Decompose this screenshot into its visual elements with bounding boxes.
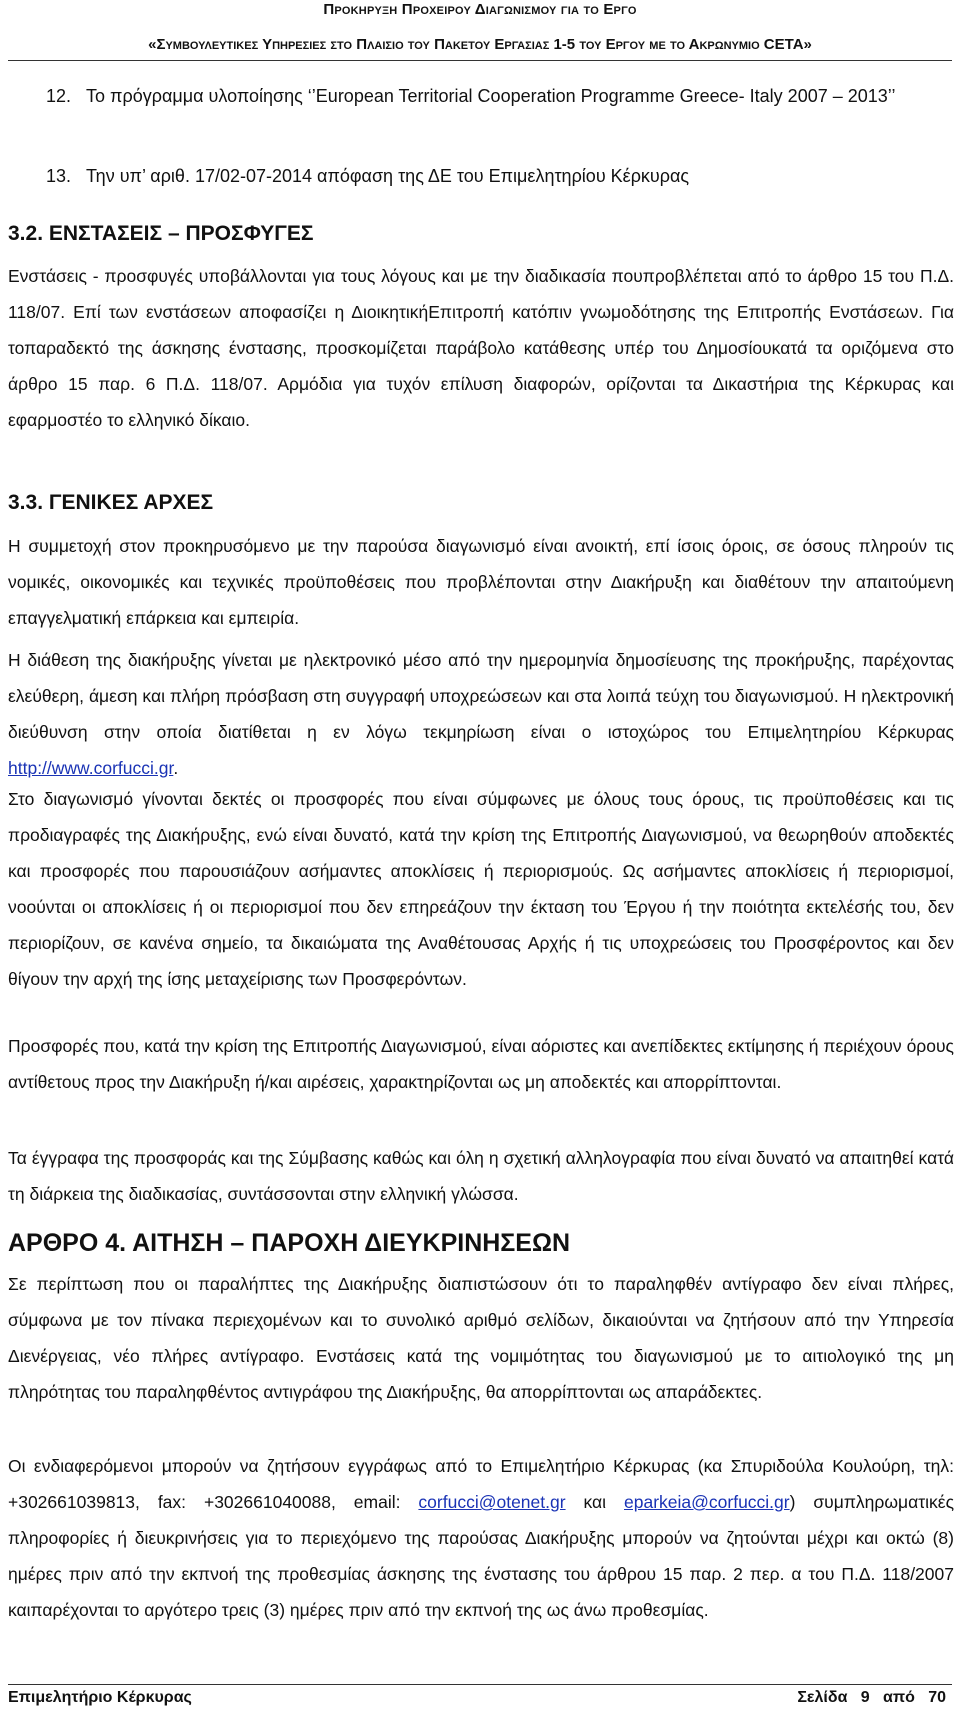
header-title: Προκηρυξη Προχειρου Διαγωνισμου για το Εργο (323, 1, 637, 18)
paragraph-end: . (173, 758, 179, 778)
section-paragraph: Στο διαγωνισμό γίνονται δεκτές οι προσφορές που είναι σύμφωνες με όλους τους όρους, τις προϋποθέσεις και τις προδιαγραφές της Διακήρυξης, ενώ είναι δυνατό, κατά την κρίση της Επιτροπής Διαγωνισμού, να θεωρηθούν αποδεκτές και προσφορές που παρουσιάζουν ασήμαντες αποκλίσεις ή περιορισμούς. Ως ασήμαντες αποκλίσεις ή περιορισμοί, νοούνται οι αποκλίσεις ή οι περιορισμοί που δεν επηρεάζουν την έκταση του Έργου ή την ποιότητα εκτελέσής του, δεν περιορίζουν, σε κανένα σημείο, τα δικαιώματα της Αναθέτουσας Αρχής ή τις υποχρεώσεις του Προσφέροντος και δεν θίγουν την αρχή της ίσης μεταχείρισης των Προσφερόντων. (8, 789, 954, 989)
list-item-text: Την υπ’ αριθ. 17/02-07-2014 απόφαση της ΔΕ του Επιμελητηρίου Κέρκυρας (86, 166, 690, 186)
website-link[interactable]: http://www.corfucci.gr (8, 758, 174, 778)
section-heading-general-principles: 3.3. ΓΕΝΙΚΕΣ ΑΡΧΕΣ (8, 491, 214, 514)
article-paragraph: Σε περίπτωση που οι παραλήπτες της Διακήρυξης διαπιστώσουν ότι το παραληφθέν αντίγραφο δεν είναι πλήρες, σύμφωνα με τον πίνακα περιεχομένων και το συνολικό αριθμό σελίδων, δικαιούνται να ζητήσουν από την Υπηρεσία Διενέργειας, νέο πλήρες αντίγραφο. Ενστάσεις κατά της νομιμότητας του διαγωνισμού με το αιτιολογικό της μη πληρότητας του παραληφθέντος αντιγράφου της Διακήρυξης, θα απορρίπτονται ως απαράδεκτες. (8, 1274, 954, 1402)
page-label: Σελίδα (797, 1689, 848, 1706)
section-paragraph (8, 642, 954, 786)
section-paragraph: Προσφορές που, κατά την κρίση της Επιτροπής Διαγωνισμού, είναι αόριστες και ανεπίδεκτες εκτίμησης ή περιέχουν όρους αντίθετους προς την Διακήρυξη ή/και αιρέσεις, χαρακτηρίζονται ως μη αποδεκτές και απορρίπτονται. (8, 1036, 954, 1092)
list-item (46, 80, 954, 112)
list-item-text: Το πρόγραμμα υλοποίησης ‘’European Territorial Cooperation Programme Greece- Italy 2007 – 2013’’ (86, 86, 896, 106)
paragraph-text: Οι ενδιαφερόμενοι μπορούν να ζητήσουν εγγράφως από το Επιμελητήριο Κέρκυρας (κα Σπυριδούλα Κουλούρη, τηλ: +302661039813, fax: +302661040088, email: (8, 1456, 954, 1512)
list-item-number: 12. (46, 86, 72, 106)
paragraph-text: ) συμπληρωματικές πληροφορίες ή διευκρινήσεις για το περιεχόμενο της παρούσας Διακήρυξης μπορούν να ζητούνται μέχρι και οκτώ (8) ημέρες πριν από την εκπνοή της προθεσμίας άσκησης της ένστασης του άρθρου 15 παρ. 2 περ. α του Π.Δ. 118/2007 καιπαρέχονται το αργότερο τρεις (3) ημέρες πριν από την εκπνοή της ως άνω προθεσμίας. (8, 1492, 954, 1620)
paragraph-text: και (565, 1492, 624, 1512)
section-paragraph: Η συμμετοχή στον προκηρυσόμενο με την παρούσα διαγωνισμό είναι ανοικτή, επί ίσοις όροις, σε όσους πληρούν τις νομικές, οικονομικές και τεχνικές προϋποθέσεις που προβλέπονται στην Διακήρυξη και διαθέτουν την απαιτούμενη επαγγελματική επάρκεια και εμπειρία. (8, 536, 954, 628)
article-paragraph (8, 1448, 954, 1628)
page-number (797, 1689, 946, 1707)
list-item-number: 13. (46, 166, 72, 186)
email-link-eparkeia[interactable]: eparkeia@corfucci.gr (624, 1492, 790, 1512)
page-of-label: από (883, 1689, 915, 1706)
email-link-corfucci[interactable]: corfucci@otenet.gr (418, 1492, 566, 1512)
section-paragraph: Ενστάσεις - προσφυγές υποβάλλονται για τους λόγους και με την διαδικασία πουπροβλέπεται από το άρθρο 15 του Π.Δ. 118/07. Επί των ενστάσεων αποφασίζει η ΔιοικητικήΕπιτροπή κατόπιν γνωμοδότησης της Επιτροπής Ενστάσεων. Για τοπαραδεκτό της άσκησης ένστασης, προσκομίζεται παράβολο κατάθεσης υπέρ του Δημοσίουκατά τα οριζόμενα στο άρθρο 15 παρ. 6 Π.Δ. 118/07. Αρμόδια για τυχόν επίλυση διαφορών, ορίζονται τα Δικαστήρια της Κέρκυρας και εφαρμοστέο το ελληνικό δίκαιο. (8, 266, 954, 430)
header-divider (8, 60, 952, 61)
list-item (46, 160, 689, 192)
section-heading-objections: 3.2. ΕΝΣΤΑΣΕΙΣ – ΠΡΟΣΦΥΓΕΣ (8, 222, 314, 245)
header-subtitle: «Συμβουλευτικες Υπηρεσιες στο Πλαισιο του Πακετου Εργασιας 1-5 του Εργου με το Ακρωνυμιο CETA» (148, 36, 812, 53)
section-paragraph: Τα έγγραφα της προσφοράς και της Σύμβασης καθώς και όλη η σχετική αλληλογραφία που είναι δυνατό να απαιτηθεί κατά τη διάρκεια της διαδικασίας, συντάσσονται στην ελληνική γλώσσα. (8, 1148, 954, 1204)
footer-organization: Επιμελητήριο Κέρκυρας (8, 1689, 192, 1706)
article-heading: ΑΡΘΡΟ 4. ΑΙΤΗΣΗ – ΠΑΡΟΧΗ ΔΙΕΥΚΡΙΝΗΣΕΩΝ (8, 1229, 571, 1257)
page-current: 9 (860, 1689, 870, 1706)
paragraph-text: Η διάθεση της διακήρυξης γίνεται με ηλεκτρονικό μέσο από την ημερομηνία δημοσίευσης της προκήρυξης, παρέχοντας ελεύθερη, άμεση και πλήρη πρόσβαση στη συγγραφή υποχρεώσεων και στα λοιπά τεύχη του διαγωνισμού. Η ηλεκτρονική διεύθυνση στην οποία διατίθεται η εν λόγω τεκμηρίωση είναι ο ιστοχώρος του Επιμελητηρίου Κέρκυρας (8, 650, 954, 742)
footer-divider (8, 1684, 952, 1685)
page-total: 70 (928, 1689, 946, 1706)
